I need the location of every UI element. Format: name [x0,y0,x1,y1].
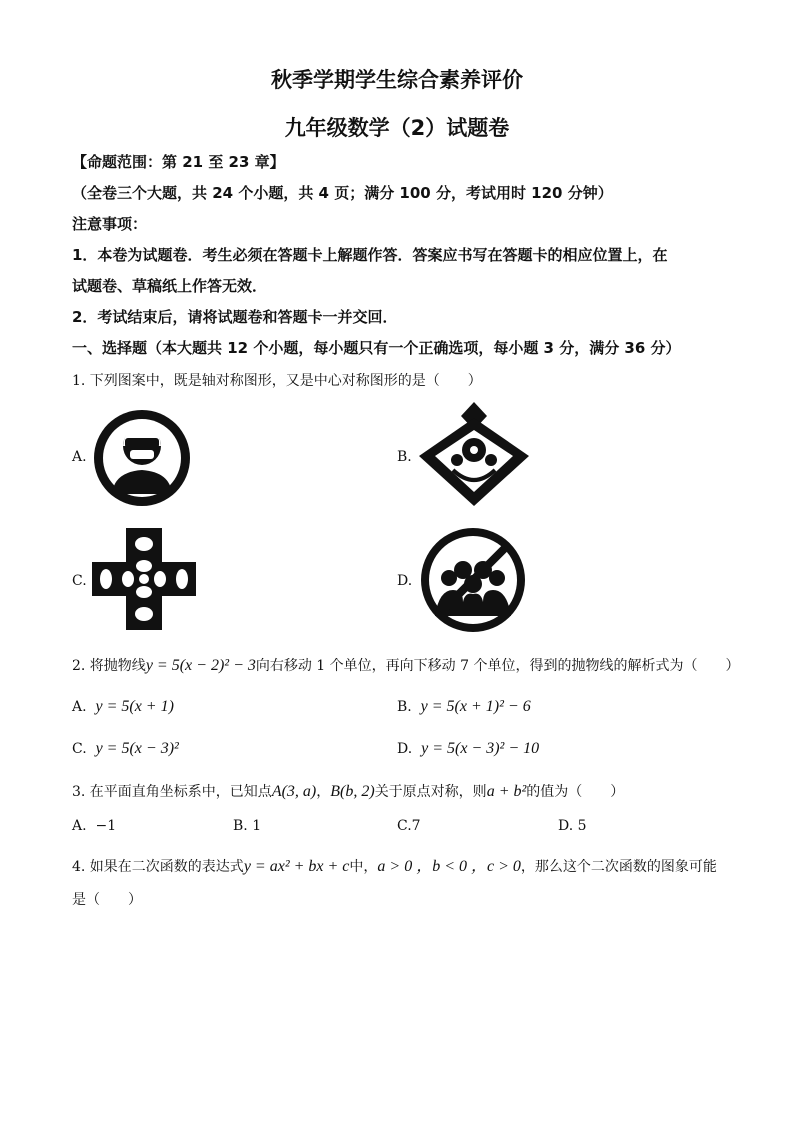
q2-option-b: B. y = 5(x + 1)² − 6 [397,698,531,715]
question-3-stem: 3. 在平面直角坐标系中，已知点A(3, a)，B(b, 2)关于原点对称，则a + b²的值为（ ） [72,783,625,800]
q1-option-d-label: D. [397,573,413,589]
question-4-stem-cont: 是（ ） [72,892,142,908]
notes-heading: 注意事项： [72,215,148,233]
q3-option-d: D. 5 [558,818,587,834]
q1-option-b-label: B. [397,449,412,465]
question-4-stem: 4. 如果在二次函数的表达式y = ax² + bx + c中，a > 0 ，b < 0 ，c > 0，那么这个二次函数的图象可能 [72,858,717,875]
q3-option-a: A. −1 [72,818,117,834]
q1-option-c-label: C. [72,573,87,589]
no-crowd-icon [419,526,527,634]
q1-option-a-label: A. [72,449,87,465]
exam-subtitle: 九年级数学（2）试题卷 [284,116,510,140]
q3-option-b: B. 1 [233,818,262,834]
cross-pattern-icon [92,528,196,630]
note-line-3: 2．考试结束后，请将试题卷和答题卡一并交回． [72,308,398,326]
question-2-stem: 2. 将抛物线y = 5(x − 2)² − 3向右移动 1 个单位，再向下移动 7 个单位，得到的抛物线的解析式为（ ） [72,657,740,674]
ornament-pattern-icon [417,400,531,508]
q2-parabola-expr: y = 5(x − 2)² − 3 [145,657,256,674]
q2-option-a: A. y = 5(x + 1) [72,698,174,715]
scope-text: 【命题范围：第 21 至 23 章】 [72,153,285,171]
helmet-person-icon [92,408,192,508]
q2-option-c: C. y = 5(x − 3)² [72,740,179,757]
note-line-1: 1．本卷为试题卷．考生必须在答题卡上解题作答．答案应书写在答题卡的相应位置上，在 [72,246,668,264]
exam-info: （全卷三个大题，共 24 个小题，共 4 页；满分 100 分，考试用时 120 分钟） [72,184,613,202]
note-line-2: 试题卷、草稿纸上作答无效． [72,277,268,295]
section-heading: 一、选择题（本大题共 12 个小题，每小题只有一个正确选项，每小题 3 分，满分 36 分） [72,339,681,357]
exam-title: 秋季学期学生综合素养评价 [271,68,523,92]
question-1-stem: 1. 下列图案中，既是轴对称图形，又是中心对称图形的是（ ） [72,373,482,389]
q3-option-c: C.7 [397,818,421,834]
q2-option-d: D. y = 5(x − 3)² − 10 [397,740,540,757]
